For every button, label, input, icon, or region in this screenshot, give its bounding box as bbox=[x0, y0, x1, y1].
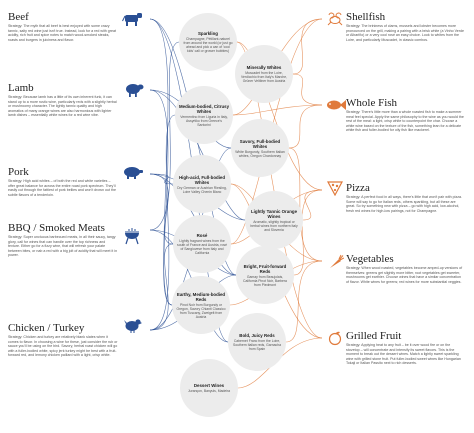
wine-bold bbox=[228, 313, 286, 371]
food-chicken-text: Strategy: Chicken and turkey are relatively blank slates when it comes to flavor. In choosing a wine for these, just consider the rub or sauce you'll be using on the bird. Savory, herbal roast chicken will go with a fuller-bodied white, spicy jerk turkey might be best with a fruit-forward red, and lemony chicken paillard with a light, crisp white. bbox=[8, 335, 118, 357]
wine-orange bbox=[245, 191, 303, 249]
food-pork bbox=[8, 166, 118, 197]
food-vegetables bbox=[346, 253, 464, 284]
connector-chicken-rose bbox=[150, 244, 173, 330]
wine-sparkling-name: Sparkling bbox=[197, 31, 218, 36]
food-fruit-text: Strategy: Applying heat to any fruit – be it over wood fire or on the stovetop – will concentrate and intensify its sweet flavors. This is the moment to break out the dessert wines. Match a lightly sweet sparkling wine with grilled stone fruit. Put fuller-bodied sweet wines like Hungarian Tokaji or Italian Passito next to rich desserts. bbox=[346, 343, 461, 365]
food-chicken bbox=[8, 322, 118, 358]
food-bbq-text: Strategy: Super unctuous barbecued meats, in all their saucy, tangy glory, call for wines that can handle over the top richness and texture. Either go for a fizzy wine, that will refresh your palate between bites, or nab a red with a big jolt of acidity that will meet it in power. bbox=[8, 235, 118, 257]
wine-bright-name: Bright, Fruit-forward Reds bbox=[243, 263, 287, 274]
wine-savory-desc: White Burgundy, Southern Italian whites, Oregon Chardonnay bbox=[235, 149, 285, 158]
wine-rose bbox=[173, 215, 231, 273]
wine-bright bbox=[236, 246, 294, 304]
food-fish-title: Whole Fish bbox=[346, 97, 398, 109]
wine-orange-name: Lightly Tannic Orange Wines bbox=[250, 208, 298, 219]
wine-sparkling-desc: Champagne, Pétillant-naturel from around the world (or just go ahead and pick a can of 'cool kids' cali or grower bubbles) bbox=[183, 37, 233, 53]
wine-savory bbox=[231, 119, 289, 177]
food-vegetables-title: Vegetables bbox=[346, 253, 394, 265]
food-pizza bbox=[346, 182, 464, 213]
wine-rose-desc: Lightly fragrant wines from the south of France and Austria, rosé of Sangiovese from Italy and California bbox=[177, 239, 227, 255]
food-fish-text: Strategy: There's little more than a whole roasted fish to make a summer meal feel special. Apply the same philosophy to the wine as you would the rest of the meal: a light, crisp white to counterpoint the char. Choose a white wine based on the texture of the fish, something lean for a delicate white fish and fuller-bodied for oily fish like mackerel. bbox=[346, 110, 464, 132]
food-shellfish-title: Shellfish bbox=[346, 11, 386, 23]
fish-icon bbox=[326, 98, 346, 112]
food-fruit-title: Grilled Fruit bbox=[346, 330, 402, 342]
grill-icon bbox=[124, 227, 140, 245]
wine-highacid-desc: Dry German or Austrian Riesling, Loire Valley Chenin Blanc bbox=[177, 185, 227, 194]
wine-dessert-name: Dessert Wines bbox=[193, 383, 225, 388]
wine-dessert-desc: Jurançon, Banyuls, Madeira bbox=[187, 389, 231, 393]
food-vegetables-text: Strategy: When wood roasted, vegetables become amped-up versions of themselves: greens get slightly more bitter, root vegetables get sweeter, mushrooms get earthier. Choose wines that have a similar concentration of flavor. White wines for greens; red wines for more substantial veggies. bbox=[346, 266, 463, 284]
wine-highacid bbox=[173, 155, 231, 213]
food-beef-title: Beef bbox=[8, 11, 29, 23]
food-pizza-title: Pizza bbox=[346, 182, 370, 194]
wine-medium-desc: Vermentino from Liguria in Italy, Assyrtiko from Greece's Santorini bbox=[180, 114, 228, 127]
food-chicken-title: Chicken / Turkey bbox=[8, 322, 85, 334]
wine-medium-name: Medium-bodied, Citrusy Whites bbox=[179, 103, 230, 114]
food-shellfish-text: Strategy: The brininess of clams, mussels and lobster becomes more pronounced on the grill, making a pairing with a brisk white (a Vinho Verde or Albariño) or a very cool rosé an easy choice. Look to whites from the Loire, and particularly Muscadet, in classic combos. bbox=[346, 24, 464, 42]
wine-minerally-name: Minerally Whites bbox=[246, 65, 282, 70]
wine-bold-desc: Cabernet Franc from the Loire, Southern Italian reds, Garnacha from Spain bbox=[232, 339, 282, 351]
wine-rose-name: Rosé bbox=[196, 233, 208, 238]
connector-bbq-sparkling bbox=[150, 42, 179, 230]
wine-earthy-name: Earthy, Medium-bodied Reds bbox=[176, 291, 226, 302]
connector-fish-minerally bbox=[293, 74, 322, 105]
food-shellfish bbox=[346, 11, 464, 42]
wine-highacid-name: High-acid, Full-bodied Whites bbox=[178, 174, 226, 185]
food-lamb-title: Lamb bbox=[8, 82, 34, 94]
food-beef bbox=[8, 11, 118, 42]
food-pizza-text: Strategy: A perfect food in all ways, there's little that won't pair with pizza. Some will say to go for Italian reds, others sparkling, but all these are great. So try something new with pizza – go with high acid, low-alcohol, fresh red wines for high-low pairings, not for Champagne. bbox=[346, 195, 463, 213]
connector-fish-savory bbox=[289, 105, 322, 148]
food-fish bbox=[346, 97, 464, 133]
wine-minerally-desc: Muscadet from the Loire, Verdicchio from Italy's Marche, Grüner Veltliner from Austria bbox=[240, 71, 288, 83]
wine-bright-desc: Gamay from Beaujolais, California Pinot Noir, Barbera from Piedmont bbox=[243, 274, 287, 287]
connector-chicken-medium bbox=[150, 115, 175, 330]
connector-pizza-orange bbox=[303, 190, 322, 220]
food-fruit bbox=[346, 330, 464, 366]
food-lamb-text: Strategy: Because lamb has a little of its own inherent funk, it can stand up to a more rustic wine, particularly reds with a slightly herbal or mushroomy character. The lightly tannic quality and high aromatics of many orange wines are also harmonious with lighter lamb dishes – essentially white wines for a red wine vibe. bbox=[8, 95, 117, 117]
wine-earthy-desc: Pinot Noir from Burgundy or Oregon, Savory Chianti Classico from Tuscany, Zweigelt from Austria bbox=[176, 302, 226, 319]
wine-earthy bbox=[172, 276, 230, 334]
crab-icon bbox=[326, 11, 344, 27]
pig-icon bbox=[122, 166, 144, 180]
food-beef-text: Strategy: The myth that all beef is best enjoyed with some crazy tannic, salty red wine just isn't true. Instead, look for a red with great acidity, rich fruit and spice notes to match wood-smoked steaks, roasts and burgers in juiciness and flavor. bbox=[8, 24, 116, 42]
food-bbq-title: BBQ / Smoked Meats bbox=[8, 222, 105, 234]
pizza-icon bbox=[327, 180, 343, 196]
wine-medium bbox=[175, 86, 233, 144]
carrot-icon bbox=[328, 254, 344, 270]
food-bbq bbox=[8, 222, 118, 258]
wine-orange-desc: Aromatic, slightly tropical or herbal wines from northern Italy and Slovenia bbox=[250, 219, 298, 232]
sheep-icon bbox=[124, 82, 144, 98]
peach-icon bbox=[327, 330, 343, 346]
food-lamb bbox=[8, 82, 118, 118]
cow-icon bbox=[122, 12, 144, 28]
food-pork-text: Strategy: High acid whites – of both the red and white varieties – offer great balance for across the entire roast pork spectrum. They'll easily cut through the fattiest of pork bellies and won't drown out the subtle flavors of a tenderloin. bbox=[8, 179, 116, 197]
wine-sparkling bbox=[179, 13, 237, 71]
connector-shellfish-minerally bbox=[293, 19, 322, 74]
food-pork-title: Pork bbox=[8, 166, 29, 178]
wine-bold-name: Bold, Juicy Reds bbox=[239, 333, 275, 338]
wine-dessert bbox=[180, 359, 238, 417]
wine-minerally bbox=[235, 45, 293, 103]
chicken-icon bbox=[124, 318, 142, 334]
wine-savory-name: Savory, Full-bodied Whites bbox=[239, 138, 281, 149]
